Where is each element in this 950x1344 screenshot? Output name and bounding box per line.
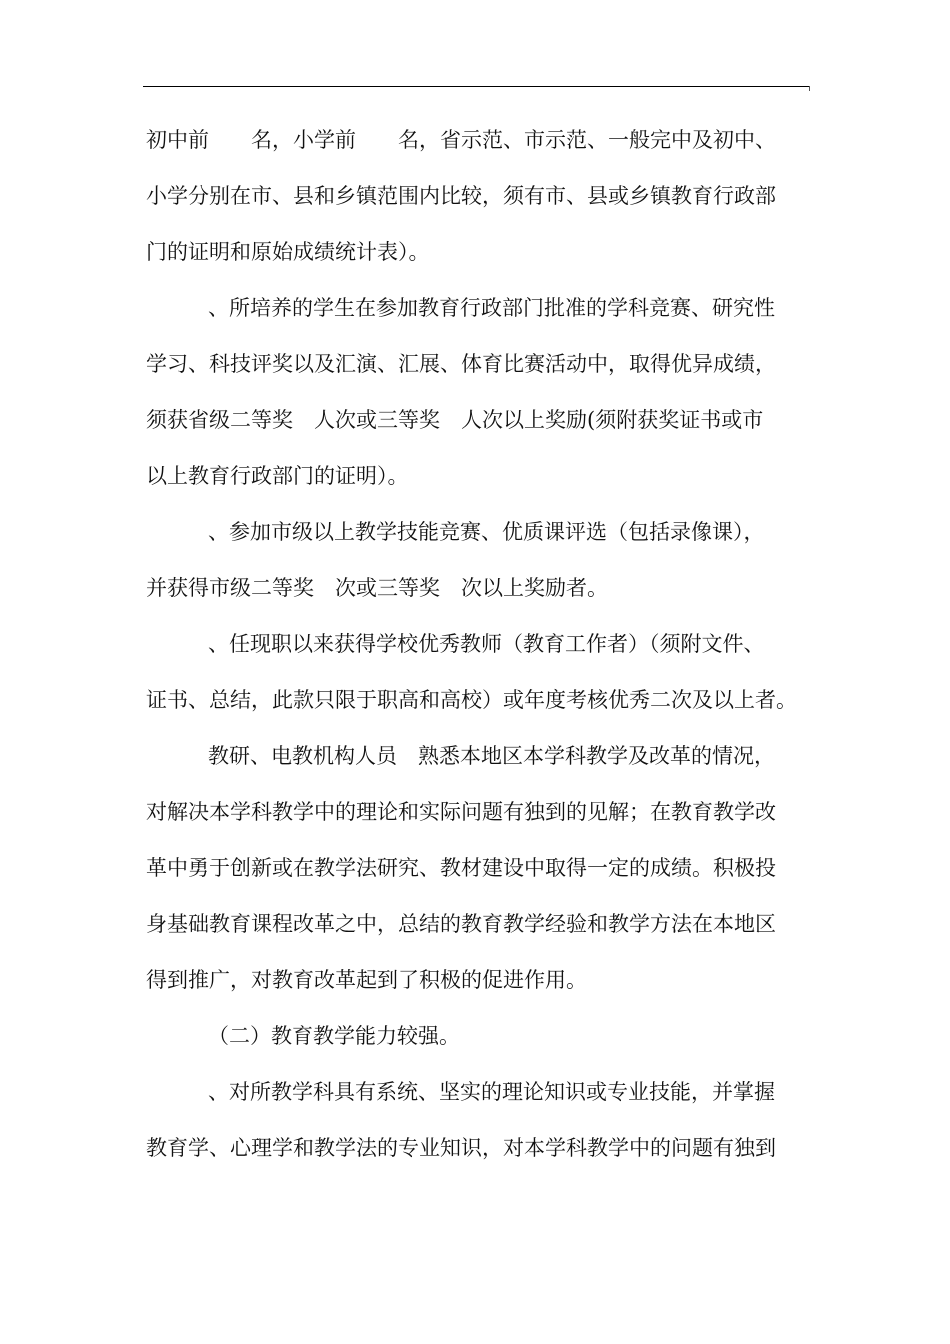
text-line: 以上教育行政部门的证明）。 (146, 464, 409, 488)
text-line: 并获得市级二等奖 次或三等奖 次以上奖励者。 (146, 576, 608, 600)
text-line: 、对所教学科具有系统、坚实的理论知识或专业技能，并掌握 (208, 1080, 775, 1104)
header-rule (143, 86, 810, 87)
text-line: 、任现职以来获得学校优秀教师（教育工作者）（须附文件、 (208, 632, 765, 656)
text-line: 教育学、心理学和教学法的专业知识，对本学科教学中的问题有独到 (146, 1136, 776, 1160)
text-line: 初中前 名，小学前 名，省示范、市示范、一般完中及初中、 (146, 128, 776, 152)
text-line: 身基础教育课程改革之中，总结的教育教学经验和教学方法在本地区 (146, 912, 776, 936)
text-line: 须获省级二等奖 人次或三等奖 人次以上奖励(须附获奖证书或市 (146, 408, 764, 432)
text-line: 对解决本学科教学中的理论和实际问题有独到的见解；在教育教学改 (146, 800, 776, 824)
text-line: （二）教育教学能力较强。 (208, 1024, 460, 1048)
text-line: 证书、总结，此款只限于职高和高校）或年度考核优秀二次及以上者。 (146, 688, 797, 712)
text-line: 得到推广，对教育改革起到了积极的促进作用。 (146, 968, 587, 992)
text-line: 小学分别在市、县和乡镇范围内比较，须有市、县或乡镇教育行政部 (146, 184, 776, 208)
text-line: 革中勇于创新或在教学法研究、教材建设中取得一定的成绩。积极投 (146, 856, 776, 880)
text-line: 、参加市级以上教学技能竞赛、优质课评选（包括录像课）， (208, 520, 765, 544)
text-line: 、所培养的学生在参加教育行政部门批准的学科竞赛、研究性 (208, 296, 775, 320)
header-rule-end-mark (809, 86, 810, 91)
document-body (146, 112, 810, 1176)
text-line: 学习、科技评奖以及汇演、汇展、体育比赛活动中，取得优异成绩， (146, 352, 776, 376)
text-line: 教研、电教机构人员 熟悉本地区本学科教学及改革的情况， (208, 744, 775, 768)
text-line: 门的证明和原始成绩统计表）。 (146, 240, 430, 264)
